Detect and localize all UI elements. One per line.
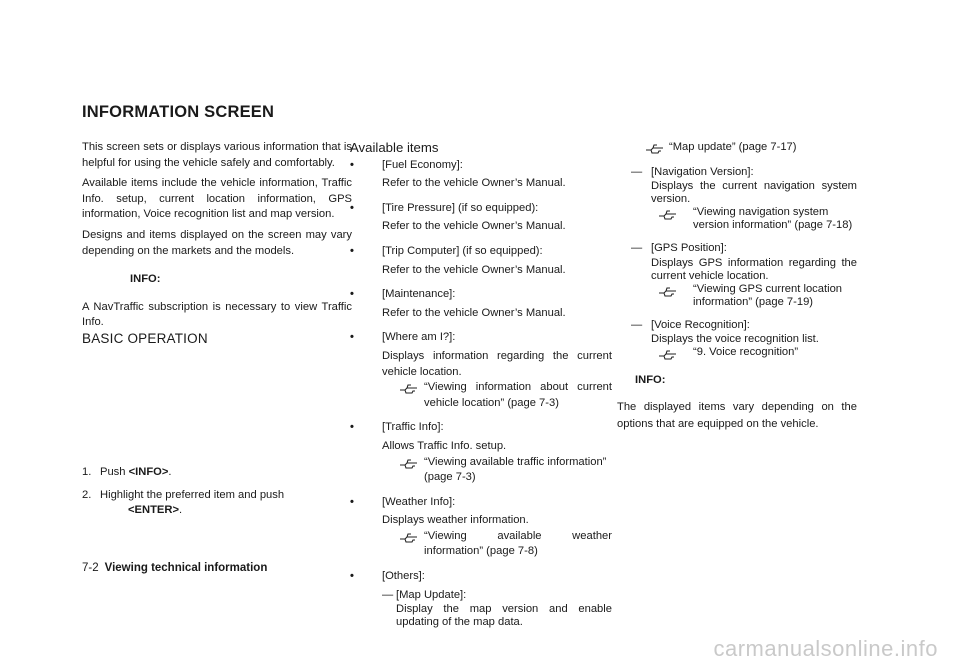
reference-text: “Viewing information about current vehicle location” (page 7-3): [424, 381, 612, 409]
bullet: •: [350, 421, 354, 434]
item-desc: Displays weather information.: [382, 514, 529, 527]
item-desc: Refer to the vehicle Owner’s Manual.: [382, 306, 566, 319]
sub-item-label: [Voice Recognition]:: [651, 318, 750, 331]
item-label: [Traffic Info]:: [382, 421, 444, 434]
available-items-column: [350, 140, 612, 629]
page-footer: [82, 562, 267, 574]
bullet: •: [350, 570, 354, 583]
list-item: [350, 495, 612, 560]
page-reference: [382, 380, 612, 411]
intro-paragraph-2: Available items include the vehicle information, Traffic Info. setup, current location information, GPS information, Voice recognition list and map version.: [82, 177, 352, 221]
list-item: [350, 158, 612, 192]
page-reference: [617, 140, 857, 156]
step-punct: .: [168, 466, 172, 478]
reference-text: “9. Voice recognition”: [693, 346, 799, 359]
pointing-hand-icon: [658, 284, 678, 297]
sub-item-label: [Navigation Version]:: [651, 165, 754, 178]
bullet: •: [350, 331, 354, 344]
chapter-title: Viewing technical information: [104, 562, 268, 574]
bullet: •: [350, 288, 354, 301]
item-label: [Maintenance]:: [382, 288, 456, 301]
intro-column: [82, 140, 352, 517]
dash: —: [631, 165, 643, 178]
page-heading: INFORMATION SCREEN: [82, 103, 275, 121]
item-desc: Displays information regarding the current vehicle location.: [382, 349, 612, 378]
step-2: [82, 488, 352, 519]
bullet: •: [350, 158, 354, 171]
page-number: 7-2: [82, 562, 99, 574]
intro-paragraph-3: Designs and items displayed on the screen may vary depending on the markets and the models.: [82, 228, 352, 257]
item-label: [Weather Info]:: [382, 495, 456, 508]
available-items-title: Available items: [350, 140, 439, 155]
step-1: [82, 465, 352, 481]
info-key: <INFO>: [128, 466, 169, 478]
step-punct: .: [178, 504, 183, 517]
sub-item-desc: Displays the voice recognition list.: [651, 333, 819, 346]
list-item: [350, 569, 612, 629]
sub-item: [382, 588, 612, 630]
sub-item: [617, 241, 857, 309]
bullet: •: [350, 244, 354, 257]
reference-text: “Viewing GPS current location information” (page 7-19): [693, 282, 843, 308]
info-text: The displayed items vary depending on the options that are equipped on the vehicle.: [617, 400, 857, 430]
pointing-hand-icon: [658, 347, 678, 360]
step-number: 1.: [82, 466, 92, 478]
list-item: [350, 330, 612, 411]
item-label: [Fuel Economy]:: [382, 158, 463, 171]
item-label: [Others]:: [382, 570, 425, 583]
enter-key: <ENTER>: [128, 504, 179, 517]
list-item: [350, 244, 612, 278]
dash: —: [631, 318, 643, 331]
sub-item-desc: Display the map version and enable updating of the map data.: [396, 603, 612, 629]
bullet: •: [350, 201, 354, 214]
reference-text: “Viewing navigation system version information” (page 7-18): [693, 206, 853, 232]
page-reference: [651, 283, 857, 309]
list-item: [350, 201, 612, 235]
pointing-hand-icon: [399, 456, 419, 469]
steps-list: [82, 465, 352, 519]
pointing-hand-icon: [645, 141, 665, 154]
list-item: [350, 420, 612, 485]
page-reference: [382, 529, 612, 560]
info-text: A NavTraffic subscription is necessary to view Traffic Info.: [82, 300, 352, 329]
item-label: [Trip Computer] (if so equipped):: [382, 244, 543, 257]
pointing-hand-icon: [658, 207, 678, 220]
more-items-column: [617, 140, 857, 433]
sub-item-desc: Displays GPS information regarding the current vehicle location.: [651, 256, 857, 282]
watermark: carmanualsonline.info: [713, 636, 938, 661]
bullet: •: [350, 495, 354, 508]
item-label: [Tire Pressure] (if so equipped):: [382, 201, 539, 214]
sub-item-label: [GPS Position]:: [651, 242, 727, 255]
list-item: [350, 287, 612, 321]
info-label: INFO:: [130, 273, 161, 286]
sub-item-label: [Map Update]:: [396, 588, 467, 601]
reference-text: “Map update” (page 7-17): [669, 141, 797, 153]
section-title: BASIC OPERATION: [82, 330, 208, 346]
dash: —: [382, 588, 394, 601]
sub-item-desc: Displays the current navigation system version.: [651, 180, 857, 206]
page-reference: [651, 346, 857, 359]
sub-item: [617, 318, 857, 360]
step-text: Push: [100, 466, 129, 478]
dash: —: [631, 242, 643, 255]
step-number: 2.: [82, 488, 92, 501]
pointing-hand-icon: [399, 381, 419, 394]
item-desc: Refer to the vehicle Owner’s Manual.: [382, 220, 566, 233]
pointing-hand-icon: [399, 530, 419, 543]
item-desc: Allows Traffic Info. setup.: [382, 439, 507, 452]
page-reference: [651, 206, 857, 232]
step-text: Highlight the preferred item and push: [100, 488, 285, 501]
reference-text: “Viewing available weather information” (page 7-8): [424, 529, 612, 558]
item-desc: Refer to the vehicle Owner’s Manual.: [382, 177, 566, 190]
item-desc: Refer to the vehicle Owner’s Manual.: [382, 263, 566, 276]
page-reference: [382, 455, 612, 486]
info-label: INFO:: [635, 374, 666, 387]
sub-item: [617, 165, 857, 233]
item-label: [Where am I?]:: [382, 331, 456, 344]
intro-paragraph-1: This screen sets or displays various information that is helpful for using the vehicle safely and comfortably.: [82, 141, 352, 169]
reference-text: “Viewing available traffic information” (page 7-3): [424, 455, 607, 484]
